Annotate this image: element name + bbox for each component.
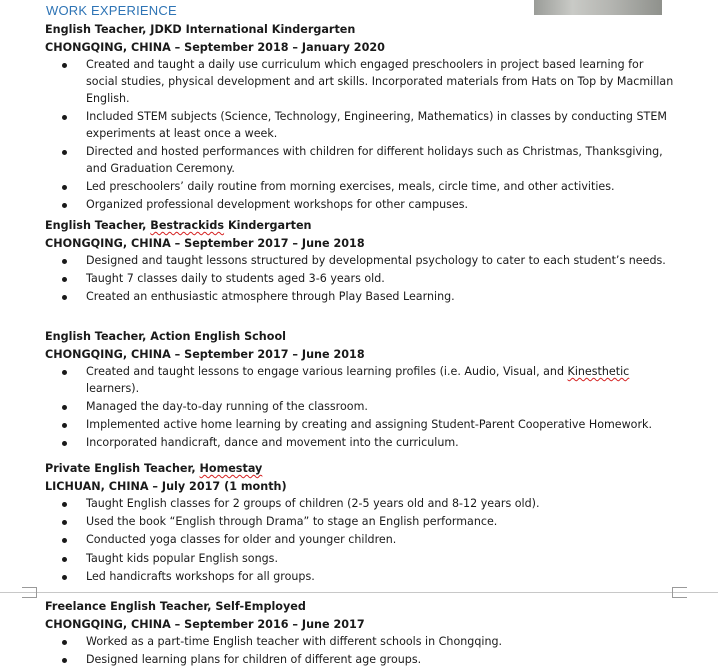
list-item: Led handicrafts workshops for all groups. <box>45 569 676 586</box>
job-location-dates: CHONGQING, CHINA – September 2018 – January 2020 <box>45 41 385 54</box>
job-entry-jdkd <box>45 21 676 215</box>
list-item: Designed learning plans for children of different age groups. <box>45 652 676 669</box>
bullet-icon <box>62 115 67 120</box>
list-item: Taught English classes for 2 groups of children (2-5 years old and 8-12 years old). <box>45 496 676 513</box>
spellcheck-flagged-word[interactable]: Kinesthetic <box>567 365 630 378</box>
job-title: English Teacher, JDKD International Kindergarten <box>45 23 356 36</box>
bullet-icon <box>62 405 67 410</box>
list-item: Incorporated handicraft, dance and movement into the curriculum. <box>45 435 676 452</box>
profile-photo <box>534 0 662 15</box>
job-title: Private English Teacher, Homestay <box>45 462 263 475</box>
bullet-icon <box>62 640 67 645</box>
section-heading-work-experience: WORK EXPERIENCE <box>46 3 177 18</box>
margin-corner-mark-right <box>672 587 687 598</box>
bullet-icon <box>62 520 67 525</box>
page-break-line <box>0 592 718 593</box>
job-title: Freelance English Teacher, Self-Employed <box>45 600 306 613</box>
job-entry-action-english <box>45 328 676 454</box>
list-item: Created and taught lessons to engage various learning profiles (i.e. Audio, Visual, and Kinesthetic learners). <box>45 364 676 398</box>
spellcheck-flagged-word[interactable]: Homestay <box>199 462 263 475</box>
bullet-icon <box>62 502 67 507</box>
job-location-dates: CHONGQING, CHINA – September 2017 – June 2018 <box>45 237 365 250</box>
bullet-icon <box>62 370 67 375</box>
job-bullets <box>45 634 676 669</box>
job-location-dates: LICHUAN, CHINA – July 2017 (1 month) <box>45 480 287 493</box>
list-item: Included STEM subjects (Science, Technology, Engineering, Mathematics) in classes by conducting STEM experiments at least once a week. <box>45 109 676 143</box>
bullet-icon <box>62 538 67 543</box>
bullet-icon <box>62 295 67 300</box>
job-title: English Teacher, Action English School <box>45 330 286 343</box>
list-item: Worked as a part-time English teacher with different schools in Chongqing. <box>45 634 676 651</box>
list-item: Organized professional development workshops for other campuses. <box>45 197 676 214</box>
spellcheck-flagged-word[interactable]: Bestrackids <box>150 219 225 232</box>
job-entry-homestay <box>45 460 676 587</box>
list-item: Taught 7 classes daily to students aged 3-6 years old. <box>45 271 676 288</box>
list-item: Created and taught a daily use curriculum which engaged preschoolers in project based learning for social studies, physical development and art skills. Incorporated materials from Hats on Top by Macmillan English. <box>45 57 676 107</box>
job-title: English Teacher, Bestrackids Kindergarten <box>45 219 312 232</box>
job-entry-bestrackids <box>45 217 676 308</box>
bullet-icon <box>62 203 67 208</box>
list-item: Conducted yoga classes for older and younger children. <box>45 532 676 549</box>
job-location-dates: CHONGQING, CHINA – September 2017 – June 2018 <box>45 348 365 361</box>
job-bullets <box>45 496 676 586</box>
bullet-icon <box>62 557 67 562</box>
bullet-icon <box>62 63 67 68</box>
job-location-dates: CHONGQING, CHINA – September 2016 – June 2017 <box>45 618 365 631</box>
list-item: Designed and taught lessons structured by developmental psychology to cater to each student’s needs. <box>45 253 676 270</box>
list-item: Directed and hosted performances with children for different holidays such as Christmas, Thanksgiving, and Graduation Ceremony. <box>45 144 676 178</box>
bullet-icon <box>62 259 67 264</box>
bullet-icon <box>62 185 67 190</box>
bullet-icon <box>62 658 67 663</box>
bullet-icon <box>62 423 67 428</box>
job-bullets <box>45 364 676 452</box>
list-item: Led preschoolers’ daily routine from morning exercises, meals, circle time, and other activities. <box>45 179 676 196</box>
list-item: Taught kids popular English songs. <box>45 551 676 568</box>
bullet-icon <box>62 575 67 580</box>
bullet-icon <box>62 277 67 282</box>
list-item: Created an enthusiastic atmosphere through Play Based Learning. <box>45 289 676 306</box>
bullet-icon <box>62 150 67 155</box>
bullet-icon <box>62 441 67 446</box>
list-item: Implemented active home learning by creating and assigning Student-Parent Cooperative Homework. <box>45 417 676 434</box>
job-bullets <box>45 57 676 214</box>
margin-corner-mark-left <box>22 587 37 598</box>
list-item: Used the book “English through Drama” to stage an English performance. <box>45 514 676 531</box>
job-bullets <box>45 253 676 306</box>
list-item: Managed the day-to-day running of the classroom. <box>45 399 676 416</box>
job-entry-freelance <box>45 598 676 670</box>
